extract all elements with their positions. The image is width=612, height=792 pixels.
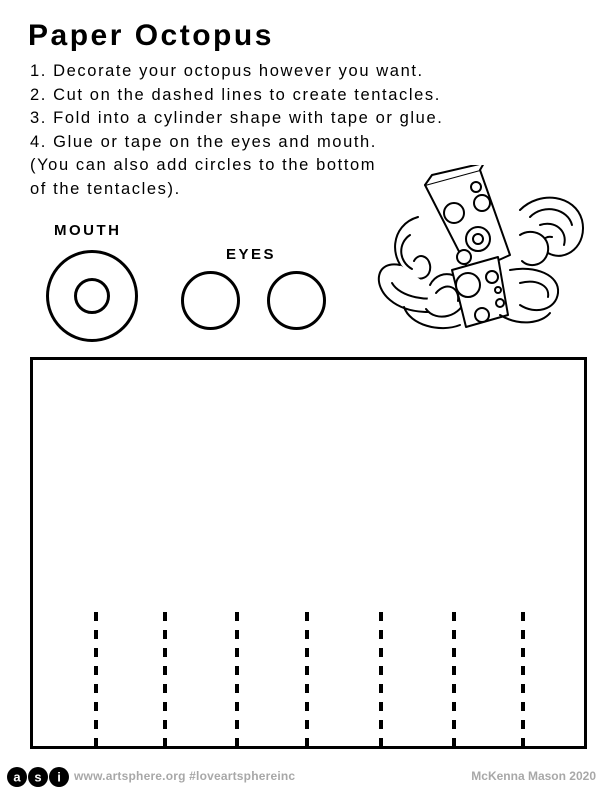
- artsphere-logo: [6, 766, 70, 788]
- instruction-step-2: 2. Cut on the dashed lines to create tentacles.: [30, 85, 441, 104]
- instruction-step-1: 1. Decorate your octopus however you want.: [30, 62, 424, 80]
- eye-circle-left: [181, 271, 240, 330]
- footer-url: www.artsphere.org #loveartsphereinc: [74, 769, 296, 783]
- logo-letter-s: s: [34, 769, 42, 785]
- mouth-label: MOUTH: [54, 222, 122, 239]
- eye-circle-right: [267, 271, 326, 330]
- instruction-note-line-2: of the tentacles).: [30, 179, 181, 198]
- instruction-step-4: 4. Glue or tape on the eyes and mouth.: [30, 132, 377, 151]
- page-title: Paper Octopus: [28, 19, 274, 52]
- octopus-illustration: [370, 165, 595, 340]
- mouth-inner-circle: [74, 278, 110, 314]
- eyes-label: EYES: [226, 246, 277, 263]
- octopus-template-rectangle: [30, 357, 587, 749]
- instruction-note-line-1: (You can also add circles to the bottom: [30, 156, 377, 174]
- instruction-step-3: 3. Fold into a cylinder shape with tape or glue.: [30, 109, 444, 127]
- logo-letter-a: a: [13, 769, 21, 785]
- logo-letter-i: i: [57, 769, 61, 785]
- footer-credit: McKenna Mason 2020: [471, 769, 596, 783]
